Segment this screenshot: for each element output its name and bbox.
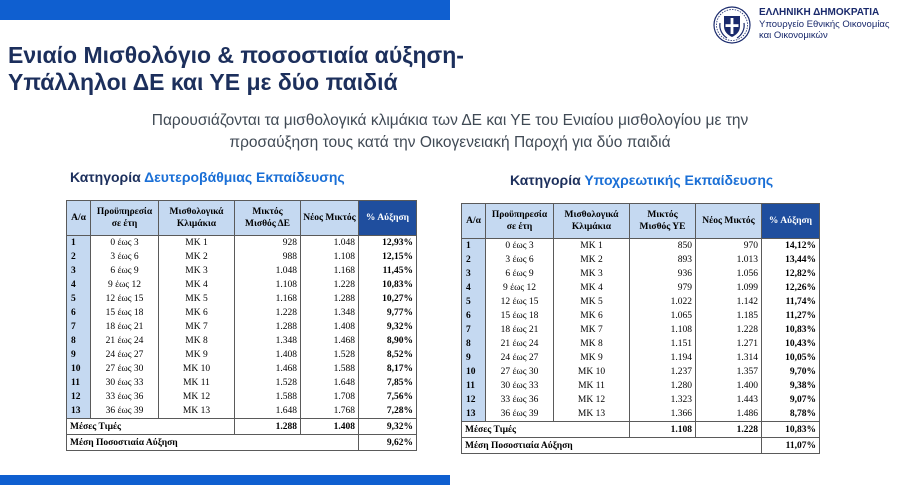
table-cell: 1.048: [235, 264, 301, 278]
table-cell: 8: [67, 334, 91, 348]
table-cell: 18 έως 21: [486, 323, 554, 337]
table-cell: ΜΚ 13: [159, 404, 235, 419]
column-header: Μικτός Μισθός ΥΕ: [630, 204, 696, 239]
mean-increase-pct: 9,62%: [359, 435, 417, 451]
table-cell: 1.468: [235, 362, 301, 376]
table-cell: 1.271: [696, 337, 762, 351]
logo-line-2: Υπουργείο Εθνικής Οικονομίας: [759, 18, 890, 30]
table-cell: 7,28%: [359, 404, 417, 419]
table-cell: ΜΚ 9: [554, 351, 630, 365]
table-cell: 8,52%: [359, 348, 417, 362]
table-cell: 1.228: [235, 306, 301, 320]
table-cell: ΜΚ 3: [554, 267, 630, 281]
column-header: Μικτός Μισθός ΔΕ: [235, 201, 301, 236]
table-cell: 8: [462, 337, 486, 351]
table-cell: 0 έως 3: [91, 236, 159, 251]
table-cell: 893: [630, 253, 696, 267]
table-cell: 1.348: [301, 306, 359, 320]
table-cell: 7: [462, 323, 486, 337]
table-cell: ΜΚ 7: [554, 323, 630, 337]
table-cell: 8,17%: [359, 362, 417, 376]
table-row: [462, 365, 820, 379]
left-caption-highlight: Δευτεροβάθμιας Εκπαίδευσης: [144, 169, 345, 185]
table-cell: 6 έως 9: [486, 267, 554, 281]
table-cell: 1.357: [696, 365, 762, 379]
table-cell: 1.323: [630, 393, 696, 407]
table-cell: ΜΚ 11: [159, 376, 235, 390]
greek-coat-of-arms-icon: [712, 5, 752, 45]
avg-salary: 1.288: [235, 419, 301, 435]
table-cell: 1.366: [630, 407, 696, 422]
table-cell: ΜΚ 10: [554, 365, 630, 379]
table-cell: 9,38%: [762, 379, 820, 393]
right-table-caption: [510, 172, 773, 188]
table-row: [67, 306, 417, 320]
table-cell: 1.768: [301, 404, 359, 419]
avg-new-salary: 1.408: [301, 419, 359, 435]
table-cell: 1.528: [301, 348, 359, 362]
mean-increase-label: Μέση Ποσοστιαία Αύξηση: [462, 438, 762, 454]
table-cell: 21 έως 24: [486, 337, 554, 351]
table-cell: 11: [462, 379, 486, 393]
table-row: [67, 348, 417, 362]
table-cell: ΜΚ 11: [554, 379, 630, 393]
table-row: [462, 393, 820, 407]
subtitle-line2: προσαύξηση τους κατά την Οικογενειακή Παροχή για δύο παιδιά: [229, 134, 671, 151]
table-cell: 1.168: [235, 292, 301, 306]
table-cell: ΜΚ 2: [554, 253, 630, 267]
table-cell: 1.588: [301, 362, 359, 376]
table-cell: ΜΚ 1: [554, 239, 630, 254]
table-cell: 11,27%: [762, 309, 820, 323]
table-cell: 9 έως 12: [486, 281, 554, 295]
table-row: [462, 379, 820, 393]
table-cell: 1.288: [301, 292, 359, 306]
table-row: [462, 295, 820, 309]
table-cell: 10,83%: [762, 323, 820, 337]
table-row: [462, 337, 820, 351]
table-cell: ΜΚ 9: [159, 348, 235, 362]
table-row: [462, 281, 820, 295]
table-cell: 15 έως 18: [91, 306, 159, 320]
table-cell: 3 έως 6: [91, 250, 159, 264]
table-row: [67, 376, 417, 390]
table-cell: 13,44%: [762, 253, 820, 267]
mean-increase-label: Μέση Ποσοστιαία Αύξηση: [67, 435, 359, 451]
table-cell: 1.288: [235, 320, 301, 334]
column-header: Νέος Μικτός: [696, 204, 762, 239]
ministry-logo: [712, 5, 894, 49]
right-caption-prefix: Κατηγορία: [510, 172, 581, 188]
table-cell: 1.228: [301, 278, 359, 292]
table-cell: 13: [67, 404, 91, 419]
column-header: Α/α: [67, 201, 91, 236]
table-cell: 10: [67, 362, 91, 376]
table-cell: 5: [67, 292, 91, 306]
table-cell: 2: [462, 253, 486, 267]
table-cell: 11,45%: [359, 264, 417, 278]
column-header: Προϋπηρεσία σε έτη: [486, 204, 554, 239]
table-cell: 1.108: [630, 323, 696, 337]
table-row: [67, 236, 417, 251]
averages-row: [67, 419, 417, 435]
right-salary-table-wrap: [461, 203, 820, 454]
table-cell: ΜΚ 3: [159, 264, 235, 278]
table-cell: 0 έως 3: [486, 239, 554, 254]
table-cell: ΜΚ 13: [554, 407, 630, 422]
table-row: [67, 320, 417, 334]
table-cell: 9: [462, 351, 486, 365]
table-cell: 12,82%: [762, 267, 820, 281]
table-cell: 12: [67, 390, 91, 404]
table-cell: 1.528: [235, 376, 301, 390]
table-cell: 24 έως 27: [91, 348, 159, 362]
top-accent-bar: [0, 0, 450, 20]
table-row: [462, 407, 820, 422]
left-table-caption: [70, 169, 345, 185]
column-header: % Αύξηση: [762, 204, 820, 239]
table-cell: 1.443: [696, 393, 762, 407]
table-cell: 12,93%: [359, 236, 417, 251]
table-cell: 3: [67, 264, 91, 278]
table-cell: 6: [462, 309, 486, 323]
table-cell: 4: [67, 278, 91, 292]
mean-increase-row: [67, 435, 417, 451]
column-header: Προϋπηρεσία σε έτη: [91, 201, 159, 236]
logo-line-3: και Οικονομικών: [759, 30, 828, 41]
table-cell: 27 έως 30: [91, 362, 159, 376]
avg-new-salary: 1.228: [696, 422, 762, 438]
table-row: [67, 362, 417, 376]
averages-label: Μέσες Τιμές: [462, 422, 630, 438]
column-header: % Αύξηση: [359, 201, 417, 236]
table-cell: 988: [235, 250, 301, 264]
table-cell: 7,85%: [359, 376, 417, 390]
table-cell: ΜΚ 10: [159, 362, 235, 376]
page-title-line2: Υπάλληλοι ΔΕ και ΥΕ με δύο παιδιά: [8, 69, 398, 95]
subtitle: [70, 110, 830, 154]
table-cell: 12: [462, 393, 486, 407]
table-cell: 1.648: [235, 404, 301, 419]
column-header: Μισθολογικά Κλιμάκια: [554, 204, 630, 239]
table-cell: 6 έως 9: [91, 264, 159, 278]
table-cell: 8,78%: [762, 407, 820, 422]
table-cell: 1.280: [630, 379, 696, 393]
table-cell: 9,70%: [762, 365, 820, 379]
table-cell: 970: [696, 239, 762, 254]
ministry-logo-text: [759, 7, 890, 42]
avg-pct: 10,83%: [762, 422, 820, 438]
table-cell: 9,77%: [359, 306, 417, 320]
table-cell: 1.194: [630, 351, 696, 365]
table-cell: 27 έως 30: [486, 365, 554, 379]
table-cell: 1.408: [235, 348, 301, 362]
table-cell: 1.048: [301, 236, 359, 251]
logo-line-1: ΕΛΛΗΝΙΚΗ ΔΗΜΟΚΡΑΤΙΑ: [759, 7, 880, 18]
table-cell: 10,43%: [762, 337, 820, 351]
table-cell: 1.108: [301, 250, 359, 264]
table-cell: 15 έως 18: [486, 309, 554, 323]
table-cell: 36 έως 39: [486, 407, 554, 422]
table-cell: 1.400: [696, 379, 762, 393]
table-cell: 13: [462, 407, 486, 422]
table-row: [67, 390, 417, 404]
mean-increase-row: [462, 438, 820, 454]
table-cell: 9 έως 12: [91, 278, 159, 292]
table-cell: ΜΚ 4: [554, 281, 630, 295]
column-header: Νέος Μικτός: [301, 201, 359, 236]
table-cell: 1.151: [630, 337, 696, 351]
avg-pct: 9,32%: [359, 419, 417, 435]
table-cell: 10,83%: [359, 278, 417, 292]
table-cell: 10,05%: [762, 351, 820, 365]
table-cell: 1: [67, 236, 91, 251]
table-header-row: [462, 204, 820, 239]
table-cell: 10,27%: [359, 292, 417, 306]
left-caption-prefix: Κατηγορία: [70, 169, 141, 185]
table-cell: 1.708: [301, 390, 359, 404]
table-cell: 1.065: [630, 309, 696, 323]
table-row: [67, 264, 417, 278]
table-cell: 1.314: [696, 351, 762, 365]
mean-increase-pct: 11,07%: [762, 438, 820, 454]
column-header: Μισθολογικά Κλιμάκια: [159, 201, 235, 236]
table-cell: 1.348: [235, 334, 301, 348]
table-cell: 12 έως 15: [486, 295, 554, 309]
table-cell: 979: [630, 281, 696, 295]
table-cell: 11: [67, 376, 91, 390]
table-cell: ΜΚ 8: [554, 337, 630, 351]
table-cell: 1.099: [696, 281, 762, 295]
table-row: [67, 250, 417, 264]
table-cell: 9: [67, 348, 91, 362]
table-cell: 1.468: [301, 334, 359, 348]
table-cell: ΜΚ 6: [159, 306, 235, 320]
table-cell: 1.022: [630, 295, 696, 309]
table-cell: 2: [67, 250, 91, 264]
table-cell: 33 έως 36: [486, 393, 554, 407]
table-cell: 1.185: [696, 309, 762, 323]
table-cell: 7,56%: [359, 390, 417, 404]
table-cell: ΜΚ 12: [554, 393, 630, 407]
table-cell: ΜΚ 5: [159, 292, 235, 306]
table-cell: 21 έως 24: [91, 334, 159, 348]
table-row: [462, 267, 820, 281]
table-cell: 30 έως 33: [91, 376, 159, 390]
table-cell: ΜΚ 7: [159, 320, 235, 334]
table-cell: 1.648: [301, 376, 359, 390]
table-row: [462, 239, 820, 254]
table-row: [462, 253, 820, 267]
table-cell: 9,07%: [762, 393, 820, 407]
left-salary-table: [66, 200, 417, 451]
bottom-accent-bar: [0, 475, 450, 485]
table-row: [67, 292, 417, 306]
table-cell: 4: [462, 281, 486, 295]
page-title: [8, 42, 528, 96]
table-row: [67, 278, 417, 292]
table-cell: 928: [235, 236, 301, 251]
table-cell: ΜΚ 8: [159, 334, 235, 348]
table-cell: ΜΚ 12: [159, 390, 235, 404]
table-cell: 33 έως 36: [91, 390, 159, 404]
table-cell: 1.056: [696, 267, 762, 281]
table-cell: 12,26%: [762, 281, 820, 295]
table-header-row: [67, 201, 417, 236]
table-cell: 936: [630, 267, 696, 281]
table-cell: 36 έως 39: [91, 404, 159, 419]
page-title-line1: Ενιαίο Μισθολόγιο & ποσοστιαία αύξηση-: [8, 42, 464, 68]
table-cell: ΜΚ 2: [159, 250, 235, 264]
table-cell: 1.486: [696, 407, 762, 422]
table-cell: 1.228: [696, 323, 762, 337]
table-cell: 10: [462, 365, 486, 379]
left-salary-table-wrap: [66, 200, 417, 451]
table-row: [462, 323, 820, 337]
table-row: [67, 404, 417, 419]
table-cell: 18 έως 21: [91, 320, 159, 334]
table-cell: 7: [67, 320, 91, 334]
avg-salary: 1.108: [630, 422, 696, 438]
table-cell: 24 έως 27: [486, 351, 554, 365]
table-cell: 5: [462, 295, 486, 309]
table-row: [462, 351, 820, 365]
subtitle-line1: Παρουσιάζονται τα μισθολογικά κλιμάκια των ΔΕ και ΥΕ του Ενιαίου μισθολογίου με την: [151, 112, 749, 129]
table-cell: 1.142: [696, 295, 762, 309]
table-cell: 14,12%: [762, 239, 820, 254]
table-cell: 3 έως 6: [486, 253, 554, 267]
table-cell: 1: [462, 239, 486, 254]
table-cell: 8,90%: [359, 334, 417, 348]
table-cell: 6: [67, 306, 91, 320]
table-cell: 1.408: [301, 320, 359, 334]
table-cell: 850: [630, 239, 696, 254]
table-cell: 1.108: [235, 278, 301, 292]
table-cell: 1.013: [696, 253, 762, 267]
table-cell: 3: [462, 267, 486, 281]
table-row: [462, 309, 820, 323]
table-cell: 12,15%: [359, 250, 417, 264]
right-salary-table: [461, 203, 820, 454]
averages-row: [462, 422, 820, 438]
table-cell: ΜΚ 1: [159, 236, 235, 251]
table-cell: ΜΚ 4: [159, 278, 235, 292]
table-cell: 9,32%: [359, 320, 417, 334]
table-cell: ΜΚ 5: [554, 295, 630, 309]
table-cell: 1.588: [235, 390, 301, 404]
table-cell: ΜΚ 6: [554, 309, 630, 323]
right-caption-highlight: Υποχρεωτικής Εκπαίδευσης: [584, 172, 774, 188]
averages-label: Μέσες Τιμές: [67, 419, 235, 435]
column-header: Α/α: [462, 204, 486, 239]
table-cell: 11,74%: [762, 295, 820, 309]
table-cell: 1.168: [301, 264, 359, 278]
table-row: [67, 334, 417, 348]
table-cell: 30 έως 33: [486, 379, 554, 393]
table-cell: 1.237: [630, 365, 696, 379]
table-cell: 12 έως 15: [91, 292, 159, 306]
